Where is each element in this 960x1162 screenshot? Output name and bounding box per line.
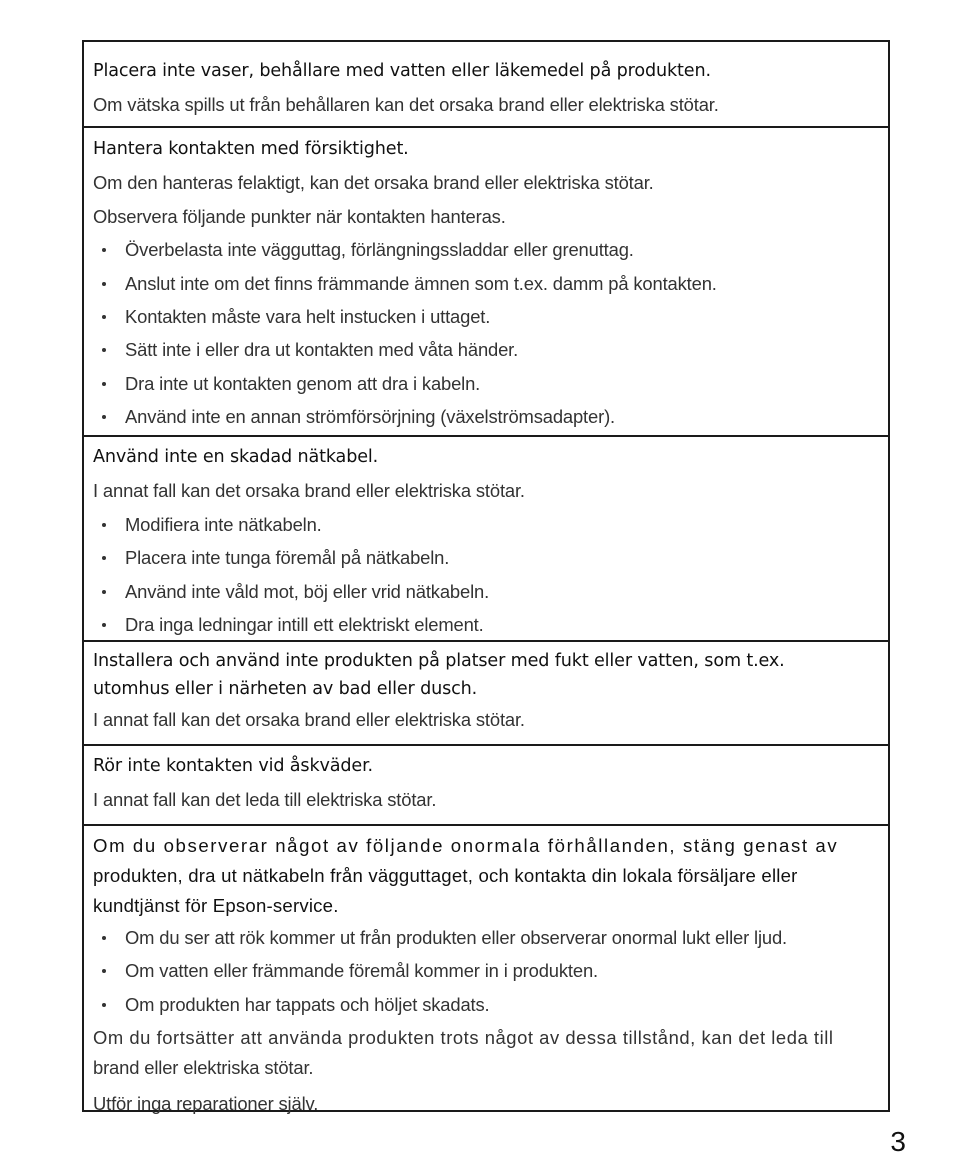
bullet-icon	[102, 382, 106, 386]
bullet-icon	[102, 556, 106, 560]
safety-instructions-box	[82, 40, 890, 1115]
list-item: Om du ser att rök kommer ut från produkten eller observerar onormal lukt eller ljud.	[93, 921, 880, 954]
list-item: Anslut inte om det finns främmande ämnen som t.ex. damm på kontakten.	[93, 267, 880, 300]
section-body: I annat fall kan det orsaka brand eller elektriska stötar.	[93, 709, 525, 730]
section-body: brand eller elektriska stötar.	[93, 1057, 314, 1079]
list-item: Om produkten har tappats och höljet skadats.	[93, 988, 880, 1021]
section-heading: Använd inte en skadad nätkabel.	[93, 447, 379, 467]
list-item: Sätt inte i eller dra ut kontakten med våta händer.	[93, 333, 880, 366]
section-moisture	[84, 640, 888, 736]
bullet-icon	[102, 315, 106, 319]
section-heading: produkten, dra ut nätkabeln från vägguttaget, och kontakta din lokala försäljare eller	[93, 865, 798, 886]
section-thunderstorm	[84, 744, 888, 817]
section-body: Om du fortsätter att använda produkten trots något av dessa tillstånd, kan det leda till	[93, 1027, 834, 1049]
section-body: Utför inga reparationer själv.	[93, 1093, 319, 1115]
section-plug-handling	[84, 126, 888, 434]
section-heading: Installera och använd inte produkten på platser med fukt eller vatten, som t.ex.	[93, 651, 785, 671]
section-heading: Placera inte vaser, behållare med vatten eller läkemedel på produkten.	[93, 61, 711, 81]
list-item: Använd inte våld mot, böj eller vrid nätkabeln.	[93, 575, 880, 608]
list-item: Kontakten måste vara helt instucken i uttaget.	[93, 300, 880, 333]
section-body: Om den hanteras felaktigt, kan det orsaka brand eller elektriska stötar.	[93, 172, 654, 194]
bullet-icon	[102, 1003, 106, 1007]
section-body: I annat fall kan det leda till elektriska stötar.	[93, 789, 437, 811]
bullet-icon	[102, 936, 106, 940]
section-abnormal-conditions	[84, 824, 888, 1121]
bullet-icon	[102, 415, 106, 419]
section-heading: Rör inte kontakten vid åskväder.	[93, 756, 373, 776]
bullet-icon	[102, 348, 106, 352]
section-body: Om vätska spills ut från behållaren kan det orsaka brand eller elektriska stötar.	[93, 94, 719, 116]
bullet-icon	[102, 969, 106, 973]
section-heading: Om du observerar något av följande onormala förhållanden, stäng genast av	[93, 835, 839, 856]
section-heading: kundtjänst för Epson-service.	[93, 895, 339, 916]
bullet-icon	[102, 282, 106, 286]
list-item: Dra inte ut kontakten genom att dra i kabeln.	[93, 367, 880, 400]
bullet-icon	[102, 623, 106, 627]
section-heading: utomhus eller i närheten av bad eller dusch.	[93, 679, 478, 699]
list-item: Placera inte tunga föremål på nätkabeln.	[93, 541, 880, 574]
list-item: Överbelasta inte vägguttag, förlängningssladdar eller grenuttag.	[93, 233, 880, 266]
section-damaged-cable	[84, 435, 888, 641]
list-item: Använd inte en annan strömförsörjning (växelströmsadapter).	[93, 400, 880, 433]
list-item: Om vatten eller främmande föremål kommer in i produkten.	[93, 954, 880, 987]
list-item: Dra inga ledningar intill ett elektriskt element.	[93, 608, 880, 641]
section-body: Observera följande punkter när kontakten hanteras.	[93, 205, 506, 227]
section-body: I annat fall kan det orsaka brand eller elektriska stötar.	[93, 480, 525, 502]
page-number: 3	[890, 1126, 906, 1157]
section-heading: Hantera kontakten med försiktighet.	[93, 139, 409, 159]
list-item: Modifiera inte nätkabeln.	[93, 508, 880, 541]
section-vases	[84, 55, 888, 122]
bullet-icon	[102, 590, 106, 594]
bullet-icon	[102, 248, 106, 252]
bullet-icon	[102, 523, 106, 527]
